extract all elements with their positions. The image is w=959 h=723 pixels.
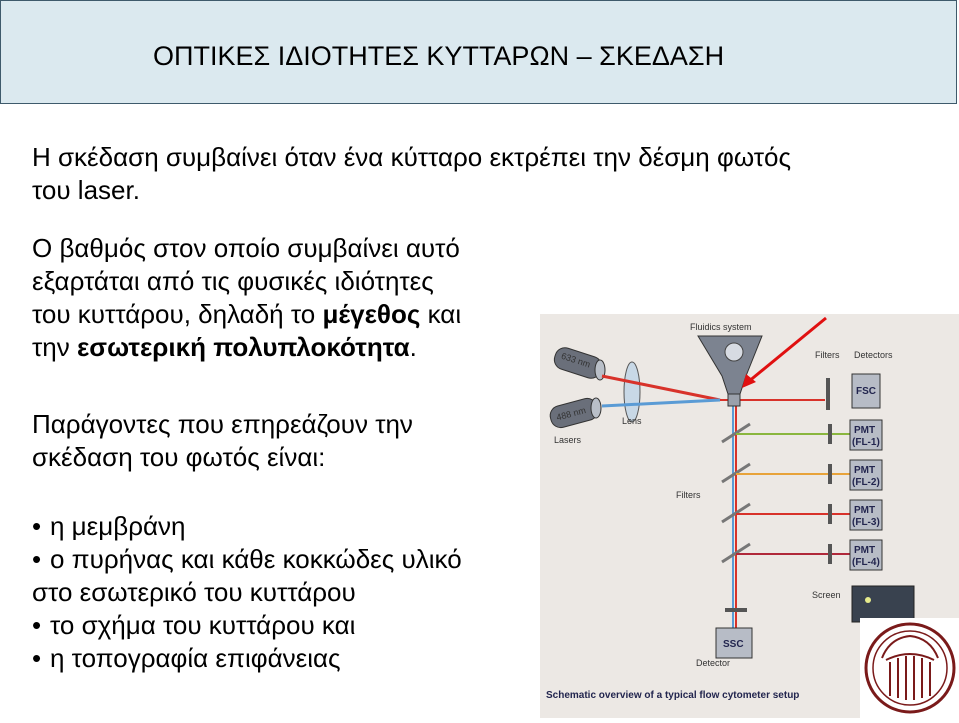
bullet-text: ο πυρήνας και κάθε κοκκώδες υλικό <box>50 544 462 574</box>
university-seal-logo <box>860 618 959 718</box>
blue-beam <box>602 400 720 406</box>
filters-top-label: Filters <box>815 350 840 360</box>
pmt1-label: PMT <box>854 425 876 436</box>
bullet-icon: • <box>32 511 42 541</box>
detectors-label: Detectors <box>854 350 893 360</box>
bullet-icon: • <box>32 544 42 574</box>
degree-line-3-text: του κυττάρου, δηλαδή το <box>32 299 323 329</box>
factors-line-2: σκέδαση του φωτός είναι: <box>32 442 326 472</box>
fluidics-icon <box>698 336 762 406</box>
intro-line-2: του laser. <box>32 175 140 205</box>
bullet-icon: • <box>32 643 42 673</box>
degree-paragraph <box>32 232 461 364</box>
laser-633-label: 633 nm <box>559 350 592 370</box>
degree-line-2: εξαρτάται από τις φυσικές ιδιότητες <box>32 266 434 296</box>
degree-line-4-text: την <box>32 332 77 362</box>
degree-line-4 <box>32 331 461 364</box>
lens-label: Lens <box>622 416 642 426</box>
pmt2-channel: (FL-2) <box>852 477 880 488</box>
filters-mid-label: Filters <box>676 490 701 500</box>
lasers-label: Lasers <box>554 435 582 445</box>
slide-title: ΟΠΤΙΚΕΣ ΙΔΙΟΤΗΤΕΣ ΚΥΤΤΑΡΩΝ – ΣΚΕΔΑΣΗ <box>153 41 725 71</box>
pmt3-label: PMT <box>854 505 876 516</box>
pmt1-channel: (FL-1) <box>852 437 880 448</box>
title-bar <box>0 0 957 104</box>
red-beam <box>602 376 720 400</box>
list-item-continuation: στο εσωτερικό του κυττάρου <box>32 577 356 607</box>
factors-line-1: Παράγοντες που επηρεάζουν την <box>32 409 413 439</box>
diagram-caption: Schematic overview of a typical flow cytometer setup <box>546 690 800 701</box>
list-item <box>32 642 462 675</box>
fsc-label: FSC <box>856 386 876 397</box>
pmt4-label: PMT <box>854 545 876 556</box>
intro-line-1: Η σκέδαση συμβαίνει όταν ένα κύτταρο εκτρέπει την δέσμη φωτός <box>32 142 792 172</box>
pmt3-channel: (FL-3) <box>852 517 880 528</box>
complexity-term: εσωτερική πολυπλοκότητα <box>76 332 410 362</box>
pmt4-channel: (FL-4) <box>852 557 880 568</box>
degree-line-3 <box>32 298 461 331</box>
ssc-label: SSC <box>723 639 744 650</box>
bullet-text: το σχήμα του κυττάρου και <box>50 610 356 640</box>
list-item <box>32 510 462 543</box>
list-item <box>32 609 462 642</box>
fluidics-label: Fluidics system <box>690 322 752 332</box>
detector-label: Detector <box>696 658 731 668</box>
lens-icon <box>624 362 640 422</box>
screen-label: Screen <box>812 590 841 600</box>
intro-paragraph <box>32 141 791 207</box>
bullet-text: η τοπογραφία επιφάνειας <box>50 643 341 673</box>
screen-dot <box>865 597 871 603</box>
degree-line-3-end: και <box>420 299 462 329</box>
bullet-icon: • <box>32 610 42 640</box>
seal-icon <box>860 618 959 718</box>
degree-line-1: Ο βαθμός στον οποίο συμβαίνει αυτό <box>32 233 460 263</box>
pmt2-label: PMT <box>854 465 876 476</box>
list-item <box>32 543 462 576</box>
size-term: μέγεθος <box>322 299 421 329</box>
factor-bullet-list <box>32 510 462 675</box>
factors-paragraph <box>32 408 413 474</box>
bullet-text: η μεμβράνη <box>50 511 186 541</box>
screen-monitor <box>852 586 914 622</box>
laser-488-label: 488 nm <box>555 405 587 423</box>
degree-line-4-end: . <box>409 332 417 362</box>
